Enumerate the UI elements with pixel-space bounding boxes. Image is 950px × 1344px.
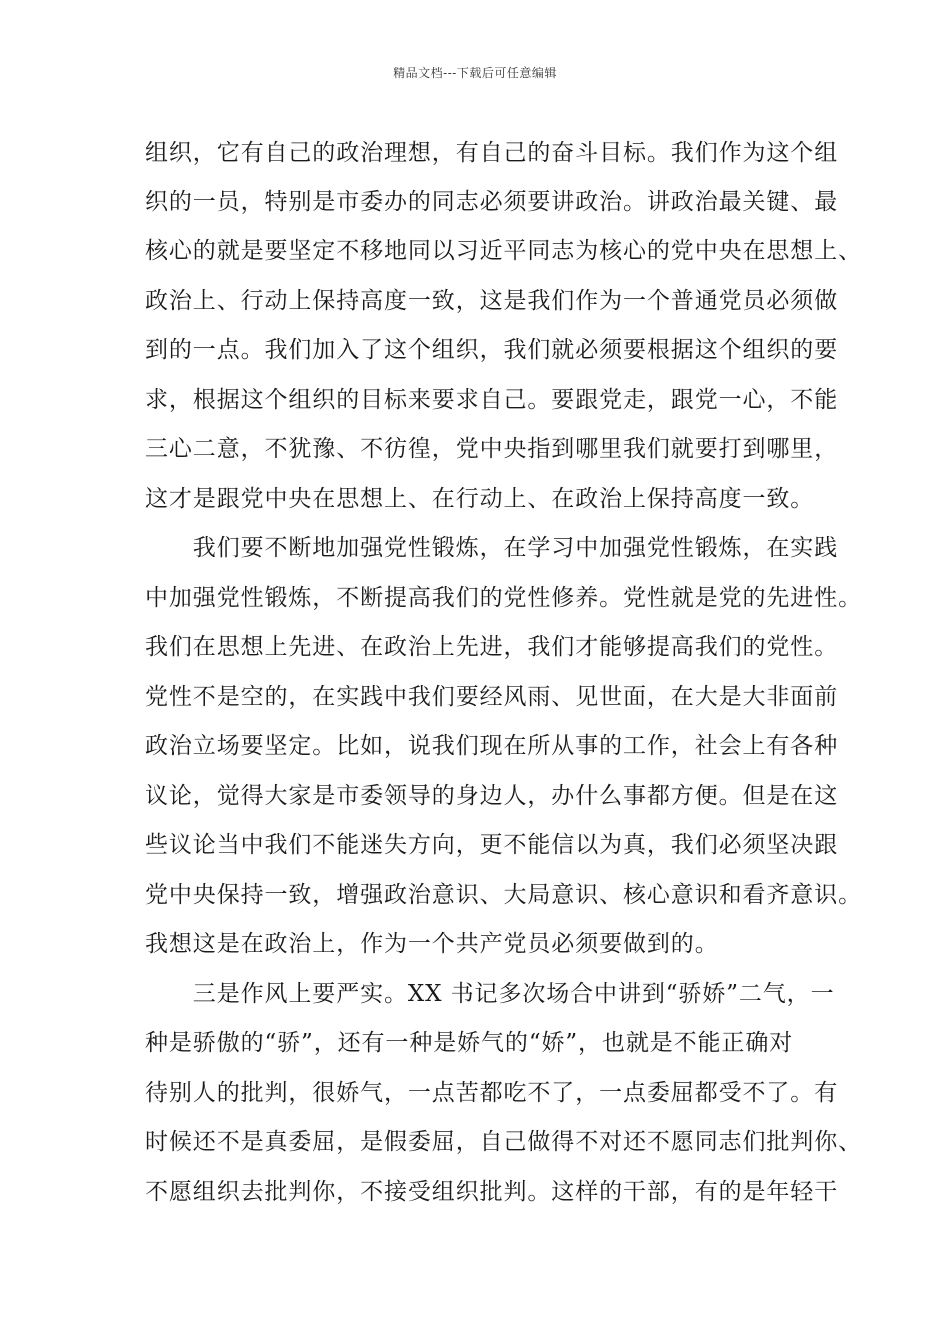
body-line: 求，根据这个组织的目标来要求自己。要跟党走，跟党一心，不能: [145, 387, 839, 413]
body-line: 我想这是在政治上，作为一个共产党员必须要做到的。: [145, 931, 719, 957]
page-header: 精品文档---下载后可任意编辑: [393, 66, 557, 80]
body-line: 这才是跟党中央在思想上、在行动上、在政治上保持高度一致。: [145, 486, 815, 512]
body-line: 组织，它有自己的政治理想，有自己的奋斗目标。我们作为这个组: [145, 140, 839, 166]
body-line: 些议论当中我们不能迷失方向，更不能信以为真，我们必须坚决跟: [145, 832, 839, 858]
body-line: 不愿组织去批判你，不接受组织批判。这样的干部，有的是年轻干: [145, 1179, 839, 1205]
body-line: 中加强党性锻炼，不断提高我们的党性修养。党性就是党的先进性。: [145, 585, 862, 611]
body-line: 我们在思想上先进、在政治上先进，我们才能够提高我们的党性。: [145, 634, 839, 660]
body-line: 时候还不是真委屈，是假委屈，自己做得不对还不愿同志们批判你、: [145, 1129, 862, 1155]
body-line: 到的一点。我们加入了这个组织，我们就必须要根据这个组织的要: [145, 337, 839, 363]
body-line: 党中央保持一致，增强政治意识、大局意识、核心意识和看齐意识。: [145, 882, 862, 908]
body-line: 党性不是空的，在实践中我们要经风雨、见世面，在大是大非面前: [145, 684, 839, 710]
body-line: 我们要不断地加强党性锻炼，在学习中加强党性锻炼，在实践: [145, 535, 839, 561]
body-line: 议论，觉得大家是市委领导的身边人，办什么事都方便。但是在这: [145, 783, 839, 809]
body-line: 政治上、行动上保持高度一致，这是我们作为一个普通党员必须做: [145, 288, 839, 314]
body-line: 种是骄傲的“骄”，还有一种是娇气的“娇”，也就是不能正确对: [145, 1030, 794, 1056]
body-line: 织的一员，特别是市委办的同志必须要讲政治。讲政治最关键、最: [145, 189, 839, 215]
body-line: 待别人的批判，很娇气，一点苦都吃不了，一点委屈都受不了。有: [145, 1080, 839, 1106]
body-line: 三心二意，不犹豫、不彷徨，党中央指到哪里我们就要打到哪里，: [145, 436, 839, 462]
body-line: 三是作风上要严实。XX 书记多次场合中讲到“骄娇”二气，一: [145, 981, 835, 1007]
body-line: 政治立场要坚定。比如，说我们现在所从事的工作，社会上有各种: [145, 733, 839, 759]
body-line: 核心的就是要坚定不移地同以习近平同志为核心的党中央在思想上、: [145, 238, 862, 264]
